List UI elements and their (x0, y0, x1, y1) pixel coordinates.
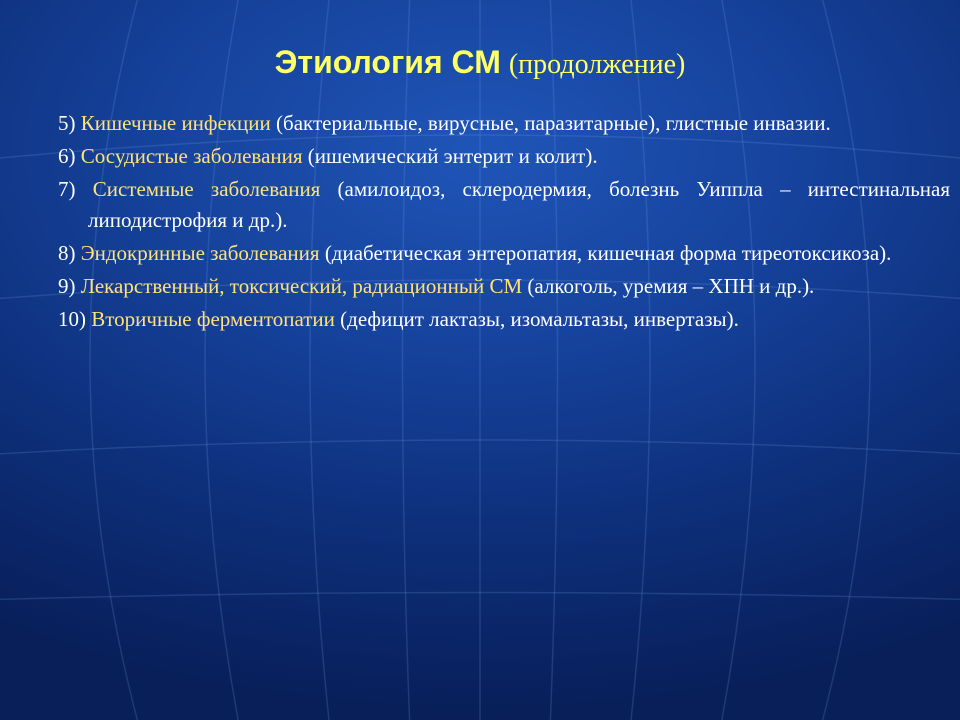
item-keyword: Сосудистые заболевания (80, 144, 303, 168)
item-number: 6) (58, 144, 76, 168)
item-number: 9) (58, 274, 76, 298)
list-item (58, 141, 950, 172)
item-keyword: Системные заболевания (92, 177, 321, 201)
item-number: 5) (58, 111, 76, 135)
list-item (58, 271, 950, 302)
item-details: (алкоголь, уремия – ХПН и др.). (527, 274, 815, 298)
item-number: 7) (58, 177, 76, 201)
item-number: 8) (58, 241, 76, 265)
title-main: Этиология СМ (274, 44, 501, 80)
item-details: (диабетическая энтеропатия, кишечная форма тиреотоксикоза). (324, 241, 892, 265)
list-item (58, 108, 950, 139)
title-subtitle: (продолжение) (508, 49, 686, 80)
item-details: (амилоидоз, склеродермия, болезнь Уиппла – интестинальная липодистрофия и др.). (88, 177, 951, 232)
item-keyword: Кишечные инфекции (80, 111, 271, 135)
etiology-list (58, 108, 950, 337)
item-details: (бактериальные, вирусные, паразитарные), глистные инвазии. (276, 111, 831, 135)
slide-title (0, 44, 960, 81)
list-item (58, 304, 950, 335)
item-keyword: Вторичные ферментопатии (91, 307, 335, 331)
list-item (58, 174, 950, 236)
item-number: 10) (58, 307, 86, 331)
list-item (58, 238, 950, 269)
item-details: (ишемический энтерит и колит). (307, 144, 598, 168)
item-keyword: Лекарственный, токсический, радиационный СМ (80, 274, 523, 298)
item-keyword: Эндокринные заболевания (80, 241, 320, 265)
item-details: (дефицит лактазы, изомальтазы, инвертазы). (340, 307, 739, 331)
